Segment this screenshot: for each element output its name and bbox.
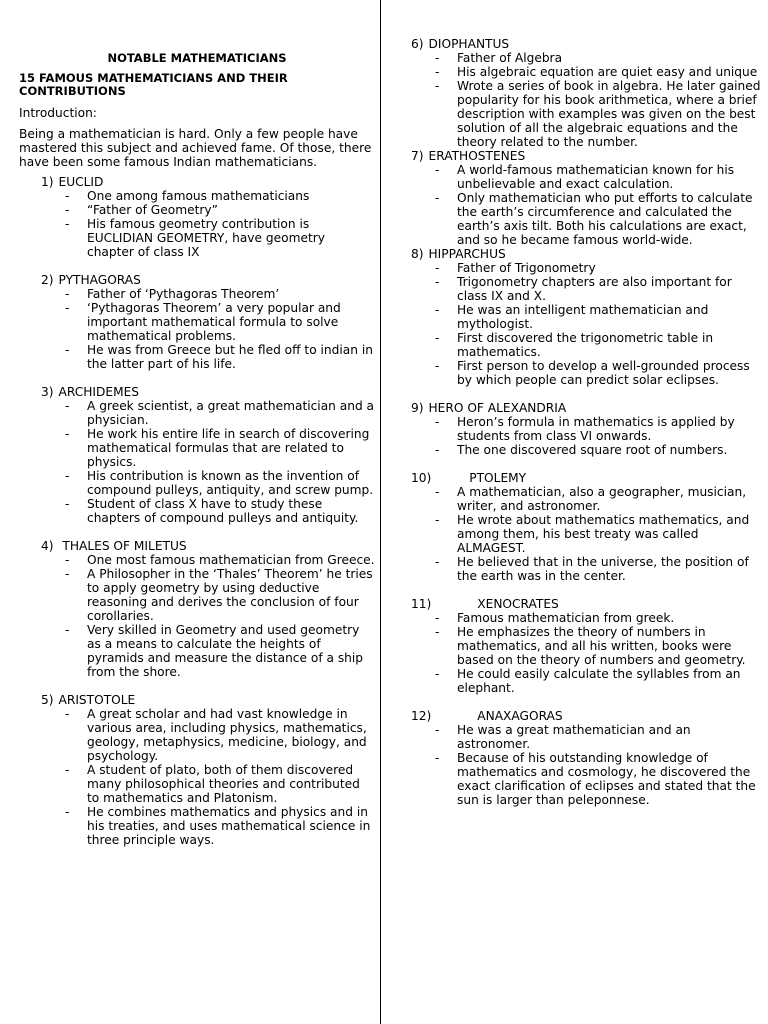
bullet-dash: - [65, 567, 70, 581]
mathematician-section [411, 401, 761, 457]
contribution-text: A student of plato, both of them discovered many philosophical theories and contributed to mathematics and Platonism. [87, 763, 360, 805]
contribution-text: A world-famous mathematician known for his unbelievable and exact calculation. [457, 163, 735, 191]
section-heading [19, 693, 375, 707]
bullet-dash: - [435, 79, 440, 93]
bullet-dash: - [435, 611, 440, 625]
contribution-item [411, 443, 761, 457]
contribution-list [411, 261, 761, 387]
contribution-list [411, 723, 761, 807]
section-number: 12) [411, 709, 432, 723]
contribution-text: He could easily calculate the syllables from an elephant. [457, 667, 741, 695]
bullet-dash: - [435, 513, 440, 527]
mathematician-section [19, 385, 375, 525]
mathematician-section [19, 539, 375, 679]
intro-paragraph: Being a mathematician is hard. Only a few people have mastered this subject and achieved fame. Of those, there have been some famous Indian mathematicians. [19, 127, 372, 169]
section-number: 11) [411, 597, 432, 611]
contribution-list [19, 553, 375, 679]
section-heading [411, 597, 761, 611]
section-number: 1) [41, 175, 54, 189]
contribution-text: Trigonometry chapters are also important for class IX and X. [457, 275, 732, 303]
bullet-dash: - [65, 623, 70, 637]
contribution-text: He work his entire life in search of discovering mathematical formulas that are related to physics. [87, 427, 370, 469]
left-section-list [19, 175, 375, 847]
mathematician-name: ERATHOSTENES [428, 149, 526, 163]
mathematician-section [411, 471, 761, 583]
contribution-list [411, 485, 761, 583]
section-heading [411, 37, 761, 51]
bullet-dash: - [435, 485, 440, 499]
bullet-dash: - [435, 65, 440, 79]
contribution-item [411, 303, 761, 331]
contribution-item [411, 191, 761, 247]
contribution-item [411, 555, 761, 583]
contribution-text: Father of Trigonometry [457, 261, 596, 275]
contribution-item [19, 287, 375, 301]
contribution-text: Father of ‘Pythagoras Theorem’ [87, 287, 280, 301]
mathematician-name: PYTHAGORAS [58, 273, 141, 287]
bullet-dash: - [435, 667, 440, 681]
contribution-item [19, 497, 375, 525]
section-number: 5) [41, 693, 54, 707]
document-title: NOTABLE MATHEMATICIANS [107, 51, 287, 65]
mathematician-section [411, 709, 761, 807]
contribution-list [19, 189, 375, 259]
right-section-list [411, 37, 761, 807]
contribution-item [411, 65, 761, 79]
contribution-item [411, 51, 761, 65]
section-heading [411, 149, 761, 163]
bullet-dash: - [65, 427, 70, 441]
contribution-item [411, 275, 761, 303]
contribution-item [19, 343, 375, 371]
contribution-text: ‘Pythagoras Theorem’ a very popular and important mathematical formula to solve mathematical problems. [87, 301, 341, 343]
bullet-dash: - [435, 261, 440, 275]
contribution-list [411, 51, 761, 149]
contribution-text: Famous mathematician from greek. [457, 611, 675, 625]
section-number: 2) [41, 273, 54, 287]
contribution-item [411, 331, 761, 359]
mathematician-section [411, 37, 761, 149]
contribution-list [19, 399, 375, 525]
mathematician-name: HIPPARCHUS [428, 247, 506, 261]
section-heading [411, 471, 761, 485]
mathematician-name: ARCHIDEMES [58, 385, 140, 399]
contribution-list [19, 707, 375, 847]
section-heading [19, 385, 375, 399]
contribution-text: His algebraic equation are quiet easy and unique [457, 65, 758, 79]
contribution-text: Father of Algebra [457, 51, 563, 65]
contribution-text: A great scholar and had vast knowledge in various area, including physics, mathematics, geology, metaphysics, medicine, biology, and psychology. [87, 707, 367, 763]
contribution-item [411, 359, 761, 387]
contribution-item [19, 469, 375, 497]
contribution-item [411, 485, 761, 513]
bullet-dash: - [65, 763, 70, 777]
mathematician-name: HERO OF ALEXANDRIA [428, 401, 567, 415]
contribution-item [19, 567, 375, 623]
contribution-item [411, 611, 761, 625]
contribution-item [19, 301, 375, 343]
contribution-item [411, 667, 761, 695]
bullet-dash: - [65, 805, 70, 819]
mathematician-name: THALES OF MILETUS [58, 539, 187, 553]
bullet-dash: - [435, 331, 440, 345]
contribution-text: Because of his outstanding knowledge of mathematics and cosmology, he discovered the exact clarification of eclipses and stated that the sun is larger than peleponnese. [457, 751, 756, 807]
document-subtitle: 15 FAMOUS MATHEMATICIANS AND THEIR CONTRIBUTIONS [19, 71, 288, 98]
contribution-text: Heron’s formula in mathematics is applied by students from class VI onwards. [457, 415, 735, 443]
contribution-item [411, 415, 761, 443]
bullet-dash: - [435, 191, 440, 205]
bullet-dash: - [65, 707, 70, 721]
left-column [19, 0, 375, 861]
bullet-dash: - [435, 163, 440, 177]
contribution-item [411, 261, 761, 275]
contribution-text: A mathematician, also a geographer, musician, writer, and astronomer. [457, 485, 747, 513]
contribution-list [411, 611, 761, 695]
contribution-item [19, 427, 375, 469]
bullet-dash: - [65, 217, 70, 231]
column-divider [380, 0, 381, 1024]
section-heading [411, 709, 761, 723]
contribution-item [411, 625, 761, 667]
contribution-text: Very skilled in Geometry and used geometry as a means to calculate the heights of pyramids and measure the distance of a ship from the shore. [87, 623, 364, 679]
section-heading [411, 401, 761, 415]
section-number: 8) [411, 247, 424, 261]
contribution-text: A greek scientist, a great mathematician and a physician. [87, 399, 375, 427]
mathematician-section [411, 597, 761, 695]
mathematician-name: PTOLEMY [469, 471, 527, 485]
bullet-dash: - [435, 415, 440, 429]
section-number: 7) [411, 149, 424, 163]
contribution-list [411, 415, 761, 457]
intro-label: Introduction: [19, 106, 97, 120]
contribution-text: One most famous mathematician from Greece. [87, 553, 375, 567]
bullet-dash: - [65, 203, 70, 217]
section-heading [411, 247, 761, 261]
contribution-text: His contribution is known as the invention of compound pulleys, antiquity, and screw pump. [87, 469, 374, 497]
contribution-item [411, 163, 761, 191]
contribution-item [19, 763, 375, 805]
bullet-dash: - [435, 723, 440, 737]
contribution-text: A Philosopher in the ‘Thales’ Theorem’ he tries to apply geometry by using deductive reasoning and derives the conclusion of four corollaries. [87, 567, 373, 623]
bullet-dash: - [65, 553, 70, 567]
mathematician-name: DIOPHANTUS [428, 37, 510, 51]
contribution-item [19, 203, 375, 217]
contribution-item [19, 399, 375, 427]
bullet-dash: - [65, 287, 70, 301]
contribution-item [411, 513, 761, 555]
contribution-item [411, 723, 761, 751]
bullet-dash: - [435, 443, 440, 457]
section-number: 3) [41, 385, 54, 399]
contribution-item [19, 189, 375, 203]
contribution-text: He was from Greece but he fled off to indian in the latter part of his life. [87, 343, 373, 371]
bullet-dash: - [65, 189, 70, 203]
contribution-text: He emphasizes the theory of numbers in mathematics, and all his written, books were based on the theory of numbers and geometry. [457, 625, 746, 667]
bullet-dash: - [65, 399, 70, 413]
contribution-text: First discovered the trigonometric table in mathematics. [457, 331, 714, 359]
contribution-text: He was an intelligent mathematician and mythologist. [457, 303, 709, 331]
contribution-text: Only mathematician who put efforts to calculate the earth’s circumference and calculated the earth’s axis tilt. Both his calculations are exact, and so he became famous world-wide. [457, 191, 753, 247]
mathematician-name: ANAXAGORAS [477, 709, 563, 723]
contribution-list [19, 287, 375, 371]
contribution-text: He believed that in the universe, the position of the earth was in the center. [457, 555, 749, 583]
contribution-item [19, 805, 375, 847]
contribution-text: He combines mathematics and physics and in his treaties, and uses mathematical science in three principle ways. [87, 805, 371, 847]
contribution-item [19, 623, 375, 679]
section-heading [19, 273, 375, 287]
mathematician-name: EUCLID [58, 175, 104, 189]
bullet-dash: - [435, 303, 440, 317]
bullet-dash: - [435, 751, 440, 765]
contribution-text: First person to develop a well-grounded process by which people can predict solar eclipses. [457, 359, 750, 387]
bullet-dash: - [435, 555, 440, 569]
contribution-item [411, 79, 761, 149]
contribution-text: Student of class X have to study these chapters of compound pulleys and antiquity. [87, 497, 359, 525]
contribution-text: “Father of Geometry” [87, 203, 218, 217]
contribution-text: The one discovered square root of numbers. [457, 443, 728, 457]
mathematician-section [19, 175, 375, 259]
contribution-item [19, 707, 375, 763]
section-number: 10) [411, 471, 432, 485]
section-number: 9) [411, 401, 424, 415]
bullet-dash: - [435, 359, 440, 373]
contribution-text: One among famous mathematicians [87, 189, 310, 203]
bullet-dash: - [65, 497, 70, 511]
mathematician-section [19, 273, 375, 371]
bullet-dash: - [65, 343, 70, 357]
bullet-dash: - [435, 275, 440, 289]
contribution-text: Wrote a series of book in algebra. He later gained popularity for his book arithmetica, where a brief description with examples was given on the best solution of all the algebraic equations and the theory related to the number. [457, 79, 761, 149]
contribution-text: He wrote about mathematics mathematics, and among them, his best treaty was called ALMAGEST. [457, 513, 750, 555]
contribution-item [19, 553, 375, 567]
bullet-dash: - [435, 625, 440, 639]
mathematician-name: XENOCRATES [477, 597, 559, 611]
contribution-item [19, 217, 375, 259]
contribution-text: His famous geometry contribution is EUCLIDIAN GEOMETRY, have geometry chapter of class IX [87, 217, 325, 259]
section-heading [19, 175, 375, 189]
bullet-dash: - [65, 469, 70, 483]
section-number: 4) [41, 539, 54, 553]
contribution-item [411, 751, 761, 807]
mathematician-section [411, 247, 761, 387]
mathematician-section [411, 149, 761, 247]
section-heading [19, 539, 375, 553]
contribution-list [411, 163, 761, 247]
right-column [411, 0, 761, 821]
bullet-dash: - [435, 51, 440, 65]
mathematician-section [19, 693, 375, 847]
bullet-dash: - [65, 301, 70, 315]
contribution-text: He was a great mathematician and an astronomer. [457, 723, 691, 751]
mathematician-name: ARISTOTOLE [58, 693, 136, 707]
section-number: 6) [411, 37, 424, 51]
